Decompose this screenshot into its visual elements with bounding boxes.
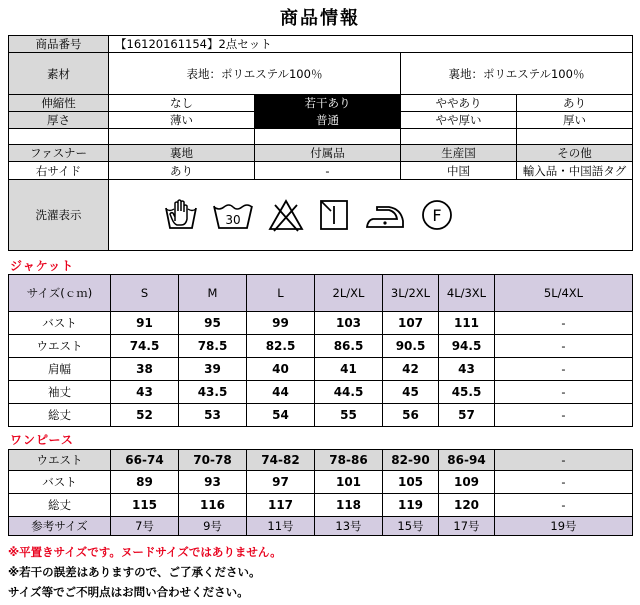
row-label: 袖丈 — [9, 381, 111, 404]
reference-size: 19号 — [495, 517, 633, 536]
size-value: 86.5 — [315, 335, 383, 358]
size-value: 41 — [315, 358, 383, 381]
row-label: 総丈 — [9, 494, 111, 517]
jacket-section-label: ジャケット — [10, 259, 75, 273]
product-info-table — [8, 35, 633, 251]
size-value: 43.5 — [179, 381, 247, 404]
spec-value: 輸入品・中国語タグ — [517, 162, 633, 180]
size-value: 74.5 — [111, 335, 179, 358]
size-value: - — [495, 494, 633, 517]
spec-header: 生産国 — [401, 145, 517, 162]
hand-wash-icon — [163, 197, 199, 233]
size-value: 107 — [383, 312, 439, 335]
size-value: 78-86 — [315, 450, 383, 471]
spec-value: あり — [109, 162, 255, 180]
spec-value: - — [255, 162, 401, 180]
reference-size: 7号 — [111, 517, 179, 536]
thickness-label: 厚さ — [9, 112, 109, 129]
reference-size: 17号 — [439, 517, 495, 536]
jacket-header-cell: 5L/4XL — [495, 275, 633, 312]
onepiece-section-label: ワンピース — [10, 433, 74, 447]
thickness-row — [9, 112, 633, 129]
size-value: 119 — [383, 494, 439, 517]
thickness-option-selected: 普通 — [255, 112, 401, 129]
material-label: 素材 — [9, 53, 109, 95]
jacket-size-table — [8, 274, 633, 427]
size-value: 40 — [247, 358, 315, 381]
spacer-row — [9, 129, 633, 145]
size-value: 99 — [247, 312, 315, 335]
row-label: 肩幅 — [9, 358, 111, 381]
spec-value-row — [9, 162, 633, 180]
size-value: 53 — [179, 404, 247, 427]
iron-low-icon — [363, 197, 407, 233]
stretch-option: なし — [109, 95, 255, 112]
table-row — [9, 312, 633, 335]
size-value: 52 — [111, 404, 179, 427]
size-value: 101 — [315, 471, 383, 494]
product-number-row — [9, 36, 633, 53]
row-label: バスト — [9, 312, 111, 335]
jacket-header-cell: サイズ(ｃｍ) — [9, 275, 111, 312]
reference-size-row — [9, 517, 633, 536]
jacket-header-cell: S — [111, 275, 179, 312]
size-value: 82-90 — [383, 450, 439, 471]
spec-value: 右サイド — [9, 162, 109, 180]
care-row — [9, 180, 633, 251]
size-value: 120 — [439, 494, 495, 517]
care-icons-cell — [109, 180, 633, 251]
size-value: 43 — [439, 358, 495, 381]
material-front: 表地：ポリエステル100％ — [109, 53, 401, 95]
thickness-option: やや厚い — [401, 112, 517, 129]
spec-header: その他 — [517, 145, 633, 162]
size-value: - — [495, 381, 633, 404]
jacket-header-cell: M — [179, 275, 247, 312]
dry-clean-f-icon — [419, 197, 455, 233]
note-flat-measurement: ※平置きサイズです。ヌードサイズではありません。 — [8, 545, 282, 559]
note-contact: サイズ等でご不明点はお問い合わせください。 — [8, 585, 249, 599]
size-value: 111 — [439, 312, 495, 335]
size-value: - — [495, 335, 633, 358]
size-value: - — [495, 404, 633, 427]
stretch-label: 伸縮性 — [9, 95, 109, 112]
size-value: 89 — [111, 471, 179, 494]
size-value: 56 — [383, 404, 439, 427]
spec-value: 中国 — [401, 162, 517, 180]
size-value: 45 — [383, 381, 439, 404]
row-label: バスト — [9, 471, 111, 494]
table-row — [9, 471, 633, 494]
material-row — [9, 53, 633, 95]
material-back: 裏地：ポリエステル100％ — [401, 53, 633, 95]
stretch-option: ややあり — [401, 95, 517, 112]
size-value: 74-82 — [247, 450, 315, 471]
table-row — [9, 404, 633, 427]
spec-header: ファスナー — [9, 145, 109, 162]
dryclean-letter: F — [432, 206, 442, 225]
spec-header: 付属品 — [255, 145, 401, 162]
size-value: 91 — [111, 312, 179, 335]
size-value: 115 — [111, 494, 179, 517]
table-row — [9, 335, 633, 358]
onepiece-size-table — [8, 449, 633, 536]
size-value: 55 — [315, 404, 383, 427]
size-value: 109 — [439, 471, 495, 494]
thickness-option: 薄い — [109, 112, 255, 129]
jacket-header-cell: L — [247, 275, 315, 312]
jacket-header-row — [9, 275, 633, 312]
size-value: 44 — [247, 381, 315, 404]
size-value: - — [495, 471, 633, 494]
note-tolerance: ※若干の誤差はありますので、ご了承ください。 — [8, 565, 261, 579]
no-bleach-icon — [267, 197, 305, 233]
size-value: 78.5 — [179, 335, 247, 358]
row-label: ウエスト — [9, 335, 111, 358]
product-number-value: 【16120161154】2点セット — [109, 36, 633, 53]
table-row — [9, 381, 633, 404]
spec-header: 裏地 — [109, 145, 255, 162]
row-label: 総丈 — [9, 404, 111, 427]
size-value: 42 — [383, 358, 439, 381]
size-value: 44.5 — [315, 381, 383, 404]
table-row — [9, 494, 633, 517]
table-row — [9, 358, 633, 381]
stretch-option: あり — [517, 95, 633, 112]
size-value: 95 — [179, 312, 247, 335]
size-value: 105 — [383, 471, 439, 494]
size-value: 103 — [315, 312, 383, 335]
size-value: 118 — [315, 494, 383, 517]
size-value: 38 — [111, 358, 179, 381]
size-value: 97 — [247, 471, 315, 494]
size-value: - — [495, 312, 633, 335]
stretch-option-selected: 若干あり — [255, 95, 401, 112]
size-value: 82.5 — [247, 335, 315, 358]
size-value: - — [495, 358, 633, 381]
size-value: 39 — [179, 358, 247, 381]
size-value: 57 — [439, 404, 495, 427]
size-value: 45.5 — [439, 381, 495, 404]
wash-temp-text: 30 — [225, 213, 241, 227]
reference-size: 13号 — [315, 517, 383, 536]
table-row — [9, 450, 633, 471]
size-value: 43 — [111, 381, 179, 404]
size-value: 54 — [247, 404, 315, 427]
wash-30-icon — [211, 197, 255, 233]
product-number-label: 商品番号 — [9, 36, 109, 53]
size-value: 70-78 — [179, 450, 247, 471]
spec-header-row — [9, 145, 633, 162]
line-dry-shade-icon — [317, 197, 351, 233]
size-value: 93 — [179, 471, 247, 494]
size-value: - — [495, 450, 633, 471]
size-value: 86-94 — [439, 450, 495, 471]
jacket-header-cell: 3L/2XL — [383, 275, 439, 312]
size-value: 117 — [247, 494, 315, 517]
size-value: 90.5 — [383, 335, 439, 358]
thickness-option: 厚い — [517, 112, 633, 129]
care-label: 洗濯表示 — [9, 180, 109, 251]
size-value: 66-74 — [111, 450, 179, 471]
stretch-row — [9, 95, 633, 112]
jacket-header-cell: 2L/XL — [315, 275, 383, 312]
row-label: ウエスト — [9, 450, 111, 471]
page-title: 商品情報 — [280, 8, 360, 29]
reference-size: 15号 — [383, 517, 439, 536]
jacket-header-cell: 4L/3XL — [439, 275, 495, 312]
size-value: 116 — [179, 494, 247, 517]
reference-size: 11号 — [247, 517, 315, 536]
reference-size: 9号 — [179, 517, 247, 536]
row-label: 参考サイズ — [9, 517, 111, 536]
size-value: 94.5 — [439, 335, 495, 358]
